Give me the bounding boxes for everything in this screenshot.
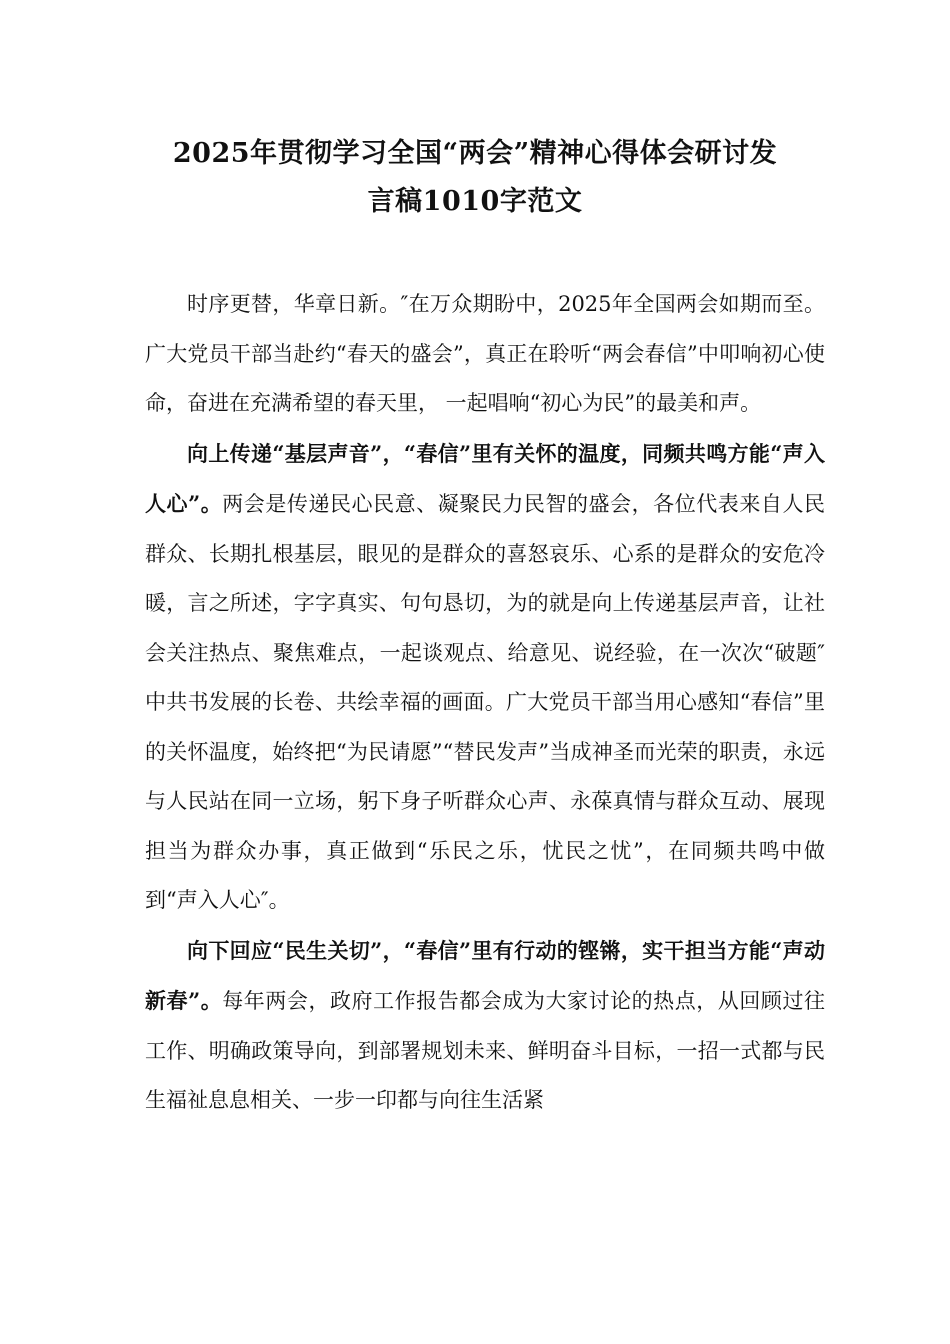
paragraph-text: 时序更替，华章日新。″在万众期盼中，2025年全国两会如期而至。广大党员干部当赴约“春天的盛会”，真正在聆听“两会春信”中叩响初心使命，奋进在充满希望的春天里， 一起唱响“初心为民”的最美和声。: [145, 292, 825, 415]
paragraph-section-1: [145, 429, 825, 926]
paragraph-lead: 向上传递“基层声音”，“春信”里有关怀的温度，同频共鸣方能“声入人心”。: [145, 440, 825, 516]
paragraph-lead: 向下回应“民生关切”，“春信”里有行动的铿锵，实干担当方能“声动新春”。: [145, 937, 825, 1013]
document-body: [145, 280, 825, 1126]
paragraph-text: 两会是传递民心民意、凝聚民力民智的盛会，各位代表来自人民群众、长期扎根基层，眼见的是群众的喜怒哀乐、心系的是群众的安危冷暖，言之所述，字字真实、句句恳切，为的就是向上传递基层声音，让社会关注热点、聚焦难点，一起谈观点、给意见、说经验，在一次次“破题″中共书发展的长卷、共绘幸福的画面。广大党员干部当用心感知“春信”里的关怀温度，始终把“为民请愿”“替民发声”当成神圣而光荣的职责，永远与人民站在同一立场，躬下身子听群众心声、永葆真情与群众互动、展现担当为群众办事，真正做到“乐民之乐，忧民之忧”，在同频共鸣中做到“声入人心″。: [145, 492, 825, 912]
paragraph-section-2: [145, 926, 825, 1126]
document-title-line-1: 2025年贯彻学习全国“两会”精神心得体会研讨发: [172, 138, 778, 169]
paragraph-text: 每年两会，政府工作报告都会成为大家讨论的热点，从回顾过往工作、明确政策导向，到部署规划未来、鲜明奋斗目标，一招一式都与民生福祉息息相关、一步一印都与向往生活紧: [145, 989, 825, 1112]
paragraph-intro: [145, 280, 825, 429]
document-title-line-2: 言稿1010字范文: [367, 186, 583, 217]
